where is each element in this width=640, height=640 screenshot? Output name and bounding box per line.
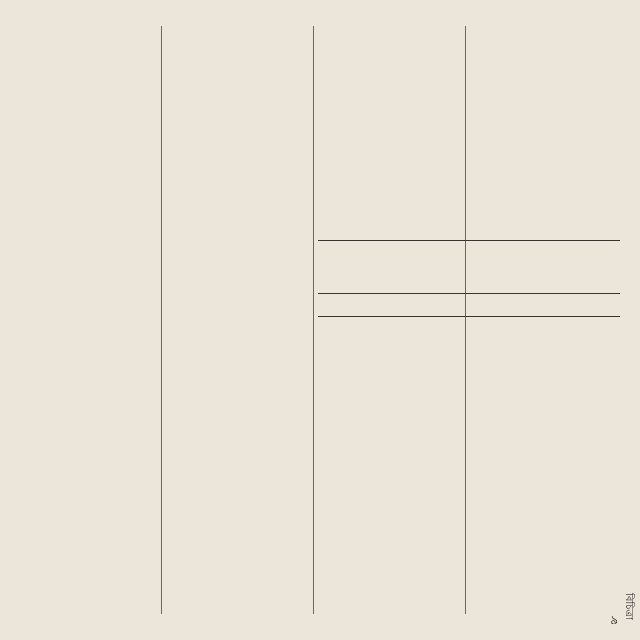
- page-number: ৯: [610, 613, 618, 627]
- author-byline: [318, 298, 620, 312]
- article-headline: [14, 34, 157, 92]
- column-4-top: [470, 22, 620, 230]
- column-1: [14, 22, 157, 620]
- divider: [318, 316, 620, 317]
- column-3-top: [318, 22, 461, 230]
- magazine-name: বিচিত্রা: [623, 593, 634, 620]
- column-2: [166, 22, 309, 620]
- column-3-bottom: [318, 342, 461, 620]
- column-divider: [313, 26, 314, 614]
- article-title: [318, 249, 620, 289]
- divider: [318, 240, 620, 241]
- column-divider: [161, 26, 162, 614]
- column-4-bottom: [470, 342, 620, 620]
- feature-heading-block: [318, 236, 620, 332]
- divider: [318, 293, 620, 294]
